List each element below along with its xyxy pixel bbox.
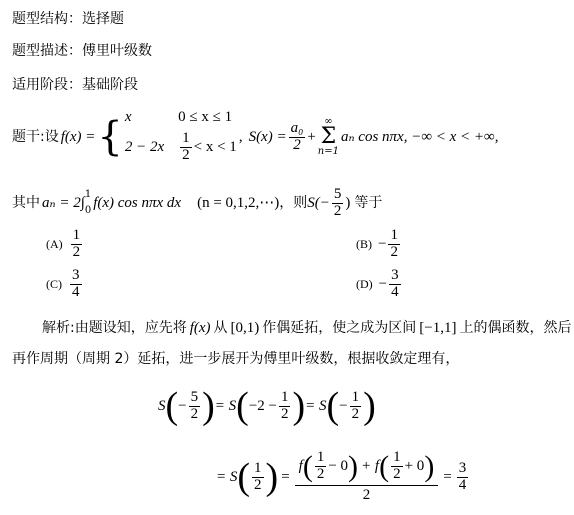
eq1-end: = S [305,397,327,414]
eq2-half-2 [391,450,403,483]
eq2-res-n: 3 [458,459,467,476]
eq2-main-frac [295,450,439,503]
solution-line-2: 再作周期（周期 2）延拓，进一步展开为傅里叶级数，根据收敛定理有， [12,351,460,367]
sum-operator [318,117,339,157]
piece2-cond: < x < 1 [193,139,237,155]
option-b-den: 2 [390,243,398,260]
eq1-n1: 5 [190,388,199,405]
eq1-lparen-1: ( [165,385,179,427]
eq2-half-1 [315,450,327,483]
piece1-expr: x [124,109,132,126]
option-a-num: 1 [72,227,81,243]
piecewise-brace: { [97,114,123,160]
eq2-frac-1 [252,461,264,494]
solution-fx: f(x) [189,319,211,336]
option-d-label: (D) [356,277,373,292]
option-c[interactable] [46,268,84,301]
stem-fx: f(x) = [60,128,96,145]
stem-plus: + [307,128,316,145]
eq1-d3: 2 [351,405,360,422]
solution-line-1 [42,318,572,338]
eq2-result [457,461,469,494]
option-b-sign: − [378,235,387,252]
structure-label: 题型结构：选择题 [12,11,124,27]
eq2-plus-f: + f [361,457,380,474]
eq2-plus0: + 0 [404,457,425,474]
a0-num: a₀ [290,119,304,136]
option-c-den: 4 [72,283,80,300]
eq1-lparen-3: ( [326,385,340,427]
eq2-main-num: f ( $\frac{1}{2}$ − 0 ) + f ( $\frac{1}{2}$ + 0 ) [295,450,439,486]
eq2-n1: 1 [254,459,262,476]
eq1-rparen-1: ) [202,385,215,427]
eq2-d1: 2 [254,476,262,493]
n-range: (n = 0,1,2,⋯) [197,194,280,211]
option-d-den: 4 [391,283,399,300]
eq2-lparen: ( [237,456,251,498]
option-d-num: 3 [391,267,399,283]
stem-prefix: 题干:设 [12,129,59,145]
stem-comma: , [238,128,243,145]
piecewise-cases [125,110,237,164]
solution-text-a: 解析:由题设知，应先将 [42,320,187,336]
eq1-frac-2 [279,390,291,423]
S-arg-frac [332,187,344,220]
piece2-cond-wrap [178,131,237,164]
eq1-n3: 1 [351,388,360,405]
eq1-rparen-2: ) [292,385,306,427]
stage-label: 适用阶段：基础阶段 [12,77,138,93]
S-arg-open: S(− [307,194,330,211]
sum-bottom: n=1 [317,145,339,157]
a0-frac [289,121,306,154]
integral-limits [85,190,91,216]
eq2-eq: = [281,468,290,485]
equation-1: S ( − $\frac{5}{2}$ ) = S ( −2 − $\frac{1}{2}$ ) = S ( − $\frac{1}{2}$ ) [158,385,376,427]
eq1-n2: 1 [280,388,289,405]
option-a-label: (A) [46,237,63,252]
piece2-half-num: 1 [182,130,190,147]
eq1-mid: = S [214,397,237,414]
stem-line-1 [12,109,499,163]
eq2-half-d1: 2 [316,466,325,483]
piece2-half [180,131,192,164]
eq1-S1: S [158,397,166,414]
option-d[interactable] [356,268,403,301]
piece1-cond: 0 ≤ x ≤ 1 [178,109,233,126]
option-d-frac [389,268,401,301]
solution-text-c: 作偶延拓，使之成为区间 [262,320,417,336]
eq2-main-den: 2 [362,486,371,503]
option-b-label: (B) [356,237,372,252]
eq2-half-n2: 1 [393,449,401,466]
series-term: aₙ cos nπx, −∞ < x < +∞, [340,128,499,145]
sum-symbol: Σ [320,124,337,150]
option-b-frac [388,228,400,261]
option-d-sign: − [378,275,388,292]
equation-2: = S ( $\frac{1}{2}$ ) = f ( $\frac{1}{2}$ − 0 ) + f ( $\frac{1}{2}$ + 0 ) 2 = $\frac{3}{4}$ [216,449,467,503]
eq1-inner: −2 − [248,397,277,414]
option-a-frac [71,228,83,261]
eq1-d2: 2 [280,405,289,422]
S-arg-den: 2 [333,202,342,219]
S-arg-num: 5 [333,185,342,202]
solution-text-d: 上的偶函数，然后 [459,320,572,336]
stem-line-2 [12,185,383,219]
option-b[interactable] [356,228,402,261]
line2-prefix: 其中 [12,195,40,211]
eq2-half-n1: 1 [316,449,325,466]
an-def: aₙ = 2∫ [42,194,85,211]
eq1-frac-3 [350,390,362,423]
option-a[interactable] [46,228,84,261]
option-c-label: (C) [46,277,62,292]
equals-text: 等于 [354,195,383,211]
sum-top: ∞ [324,116,333,128]
eq2-half-d2: 2 [393,466,401,483]
option-c-frac [70,268,82,301]
eq1-rparen-3: ) [363,385,376,427]
int-top: 1 [84,189,92,200]
eq1-lparen-2: ( [236,385,249,427]
eq2-rparen: ) [265,456,279,498]
eq2-f1: f [298,457,303,474]
eq2-start: = S [216,468,238,485]
solution-interval-1: [0,1) [230,319,260,336]
int-bottom: 0 [84,205,92,216]
solution-text-b: 从 [213,320,228,336]
piece2-expr: 2 − 2x [124,139,165,155]
stem-Sx: S(x) = [248,128,287,145]
a0-den: 2 [293,136,301,153]
description-label: 题型描述：傅里叶级数 [12,43,152,59]
piece2-half-den: 2 [182,147,190,163]
solution-interval-2: [−1,1] [419,319,457,336]
eq1-frac-1 [189,390,201,423]
option-c-num: 3 [72,267,80,283]
option-b-num: 1 [390,227,398,243]
eq2-res-d: 4 [458,476,467,493]
then-text: ，则 [279,195,308,211]
an-integrand: f(x) cos nπx dx [93,194,182,211]
option-a-den: 2 [72,243,81,260]
eq1-d1: 2 [190,405,199,422]
eq2-minus0: − 0 [328,457,349,474]
S-arg-close: ) [345,194,351,211]
